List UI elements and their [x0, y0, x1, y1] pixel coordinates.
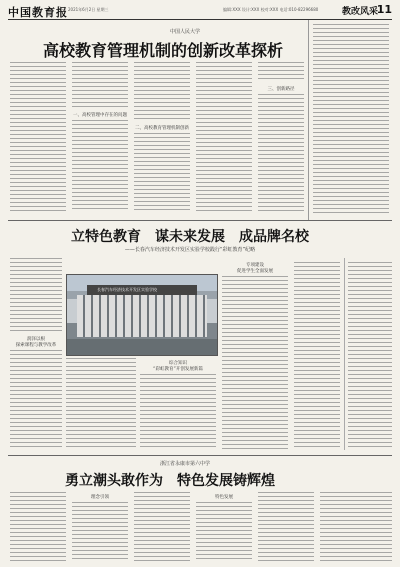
article2-col5: [294, 262, 340, 450]
article1-col1: [10, 62, 66, 212]
article2-sub-mid2: “彩虹教育”开创发展新篇: [153, 367, 203, 372]
article1-col5a: [258, 62, 304, 82]
article3-col3: [134, 492, 190, 562]
article1-col5b: [258, 94, 304, 212]
photo-ground: [67, 339, 217, 355]
article1-sub1: 一、高校管理中存在的问题: [73, 113, 127, 118]
article2-col6: [348, 262, 392, 450]
section-title: 教改风采: [341, 7, 378, 17]
article1-col3b: [134, 133, 190, 212]
article2-col-divider: [344, 258, 345, 450]
article2-sub-right1: 专项建设: [246, 263, 264, 268]
article3-sub2: 特色发展: [215, 495, 233, 500]
masthead: [8, 4, 392, 18]
article1-col2a: [72, 62, 128, 110]
article1-sub2: 二、高校教育管理机制创新: [135, 126, 189, 131]
school-photo: [66, 274, 218, 356]
article3-headline: 勇立潮头敢作为 特色发展铸辉煌: [65, 473, 275, 489]
sidebar-text: [313, 24, 389, 214]
article1-col4: [196, 62, 252, 212]
article2-col3: [140, 374, 216, 450]
article1-headline: 高校教育管理机制的创新改革探析: [42, 41, 283, 60]
article3-col6: [320, 492, 392, 562]
article2-sub-left1: 润泽以根: [27, 337, 45, 342]
divider-1: [8, 220, 392, 221]
article3-col1: [10, 492, 66, 562]
article2-col2: [66, 358, 136, 450]
article2-col1b: [10, 350, 62, 450]
article2-col4: [222, 276, 288, 450]
right-sidebar: [308, 20, 393, 220]
divider-2: [8, 455, 392, 456]
article3-sub1: 理念引领: [91, 495, 109, 500]
issue-date: 2021年6月2日 星期三: [68, 7, 109, 12]
article3-kicker: 浙江省永康市第六中学: [159, 461, 210, 467]
article2-sub-left2: 探索课程与教学改革: [15, 343, 57, 348]
article3-col5: [258, 492, 314, 562]
article1-sub3: 三、创新路径: [267, 87, 295, 92]
article1-kicker: 中国人民大学: [169, 29, 200, 35]
article2-sub-mid1: 综合知识: [169, 361, 187, 366]
article2-headline: 立特色教育 谋未来发展 成品牌名校: [71, 229, 309, 245]
article3-col4: [196, 502, 252, 562]
article2-sub-right2: 促进学生全面发展: [237, 269, 273, 274]
page-number: 11: [376, 3, 392, 16]
editor-contact: 编辑:XXX 设计:XXX 校对:XXX 电话:010-82296680: [223, 7, 319, 12]
article2-subtitle: ——长春汽车经济技术开发区实验学校践行“彩虹教育”纪略: [124, 247, 256, 253]
article2-col1a: [10, 258, 62, 333]
photo-building: [77, 295, 207, 337]
article1-col3a: [134, 62, 190, 122]
photo-sign: 长春汽车经济技术开发区实验学校: [97, 287, 157, 292]
newspaper-logo: 中国教育报: [8, 6, 68, 19]
article3-col2: [72, 502, 128, 562]
article1-col2b: [72, 120, 128, 212]
